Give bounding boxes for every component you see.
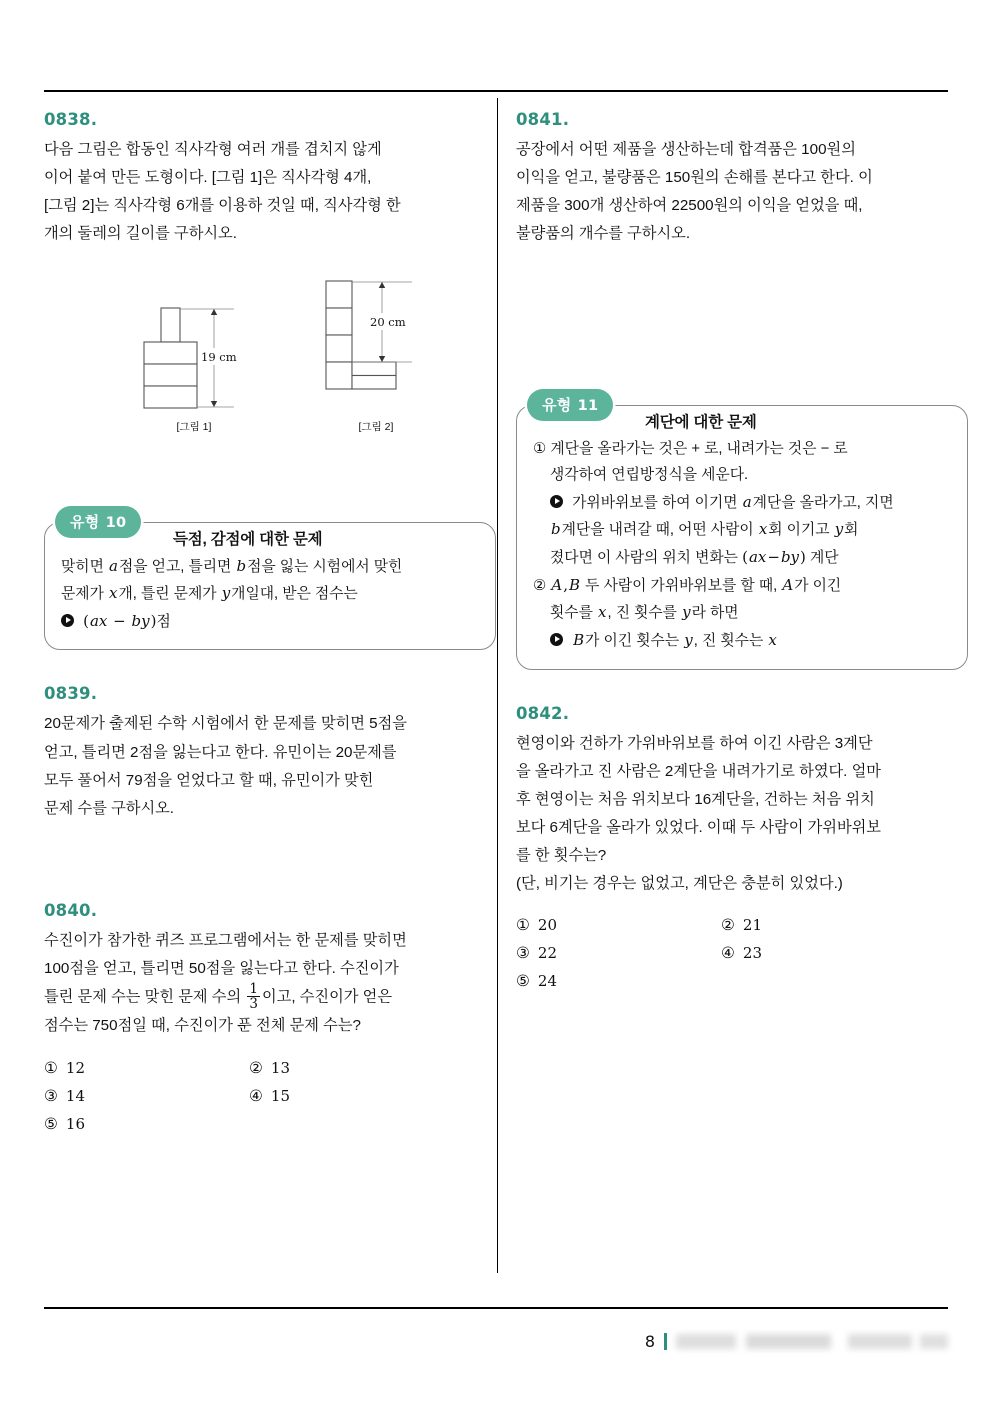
problem-line: 다음 그림은 합동인 직사각형 여러 개를 겹치지 않게 bbox=[44, 141, 382, 158]
choice-text: 13 bbox=[270, 1058, 290, 1077]
problem-line: 제품을 300개 생산하여 22500원의 이익을 얻었을 때, bbox=[516, 197, 863, 215]
figure-1 bbox=[134, 300, 254, 434]
choice-text: 23 bbox=[742, 944, 762, 963]
choice-option[interactable] bbox=[44, 1059, 249, 1077]
problem-number: 0841. bbox=[516, 110, 570, 129]
problem-line-fraction bbox=[44, 983, 496, 1012]
problem-0841 bbox=[516, 110, 968, 249]
problem-line: 후 현영이는 처음 위치보다 16계단을, 건하는 처음 위치 bbox=[516, 790, 875, 808]
tip-bullet-line: 가위바위보를 하여 이기면 a계단을 올라가고, 지면 bbox=[533, 489, 951, 517]
tip-line: 횟수를 x, 진 횟수를 y라 하면 bbox=[550, 603, 739, 622]
choice-marker: ⑤ bbox=[44, 1114, 58, 1133]
choice-marker: ② bbox=[721, 916, 735, 935]
choice-option[interactable] bbox=[249, 1059, 496, 1077]
problem-line: 개의 둘레의 길이를 구하시오. bbox=[44, 225, 237, 243]
tip-title-10: 득점, 감점에 대한 문제 bbox=[173, 530, 323, 548]
figure-1-caption: [그림 1] bbox=[176, 420, 212, 433]
tip-result-line: (ax − by)점 bbox=[61, 608, 479, 636]
problem-text bbox=[44, 136, 496, 249]
tip-line: 생각하여 연립방정식을 세운다. bbox=[550, 467, 749, 484]
problem-line: 수진이가 참가한 퀴즈 프로그램에서는 한 문제를 맞히면 bbox=[44, 931, 407, 949]
fraction-suffix: 이고, 수진이가 얻은 bbox=[261, 988, 393, 1006]
fraction-numerator: 1 bbox=[249, 981, 258, 998]
choice-marker: ③ bbox=[44, 1086, 58, 1105]
problem-line: 점수는 750점일 때, 수진이가 푼 전체 문제 수는? bbox=[44, 1017, 361, 1035]
footer-rule bbox=[44, 1307, 948, 1309]
choice-marker: ③ bbox=[516, 944, 530, 963]
tip-body-11 bbox=[533, 436, 951, 655]
problem-line: 공장에서 어떤 제품을 생산하는데 합격품은 100원의 bbox=[516, 141, 856, 158]
problem-0842 bbox=[516, 704, 968, 991]
left-column bbox=[44, 110, 496, 1137]
right-column bbox=[516, 110, 968, 994]
problem-number: 0840. bbox=[44, 900, 98, 920]
figure-2-diagram bbox=[316, 275, 436, 410]
choice-text: 14 bbox=[65, 1086, 85, 1105]
arrow-bullet-icon bbox=[550, 495, 563, 508]
figure-1-dimension-label: 19 cm bbox=[201, 349, 237, 364]
choice-option[interactable] bbox=[516, 916, 721, 934]
choice-option[interactable] bbox=[44, 1087, 249, 1105]
problem-text bbox=[516, 730, 968, 899]
problem-line: 보다 6계단을 올라가 있었다. 이때 두 사람이 가위바위보 bbox=[516, 818, 881, 836]
tip-line: 문제가 x개, 틀린 문제가 y개일대, 받은 점수는 bbox=[61, 584, 358, 603]
fraction-denominator: 3 bbox=[249, 996, 258, 1013]
problem-line: (단, 비기는 경우는 없었고, 계단은 충분히 있었다.) bbox=[516, 875, 843, 893]
choice-text: 22 bbox=[537, 944, 557, 963]
choice-option[interactable] bbox=[516, 972, 721, 990]
column-divider bbox=[497, 98, 498, 1273]
arrow-bullet-icon bbox=[61, 614, 74, 627]
tip-badge-11 bbox=[527, 389, 613, 421]
tip-title-11: 계단에 대한 문제 bbox=[645, 413, 757, 431]
choice-text: 12 bbox=[65, 1058, 85, 1077]
tip-line: b계단을 내려갈 때, 어떤 사람이 x회 이기고 y회 bbox=[551, 520, 859, 539]
tip-bullet-line: B가 이긴 횟수는 y, 진 횟수는 x bbox=[533, 627, 951, 655]
choice-marker: ④ bbox=[721, 944, 735, 963]
problem-line: 이어 붙여 만든 도형이다. [그림 1]은 직사각형 4개, bbox=[44, 169, 372, 187]
fraction-one-third bbox=[247, 982, 260, 1011]
choice-text: 24 bbox=[537, 972, 557, 991]
choice-text: 20 bbox=[537, 916, 557, 935]
problem-line: 문제 수를 구하시오. bbox=[44, 799, 175, 817]
choices-0842 bbox=[516, 916, 968, 990]
choice-option[interactable] bbox=[249, 1087, 496, 1105]
choice-marker: ① bbox=[44, 1058, 58, 1077]
tip-body-10 bbox=[61, 553, 479, 636]
figure-2 bbox=[316, 275, 436, 434]
header-rule bbox=[44, 90, 948, 92]
problem-number: 0839. bbox=[44, 684, 98, 704]
problem-0838 bbox=[44, 110, 496, 434]
figure-2-dimension-label: 20 cm bbox=[370, 314, 406, 329]
choice-marker: ② bbox=[249, 1058, 263, 1077]
tip-line: 졌다면 이 사람의 위치 변화는 (ax−by) 계단 bbox=[550, 548, 839, 566]
figure-group bbox=[44, 275, 496, 434]
footer-redacted-text bbox=[676, 1334, 948, 1349]
choice-marker: ④ bbox=[249, 1086, 263, 1105]
tip-badge-label: 유형 bbox=[70, 513, 100, 531]
choice-text: 16 bbox=[65, 1114, 85, 1133]
tip-badge-number: 10 bbox=[105, 514, 127, 531]
tip-badge-number: 11 bbox=[577, 397, 599, 414]
footer-accent-bar bbox=[664, 1333, 667, 1350]
figure-1-diagram bbox=[134, 300, 254, 410]
tip-line: 맞히면 a점을 얻고, 틀리면 b점을 잃는 시험에서 맞힌 bbox=[61, 556, 403, 575]
problem-line: 이익을 얻고, 불량품은 150원의 손해를 본다고 한다. 이 bbox=[516, 169, 873, 187]
problem-text bbox=[516, 136, 968, 249]
problem-line: 불량품의 개수를 구하시오. bbox=[516, 225, 691, 243]
choice-option[interactable] bbox=[44, 1115, 249, 1133]
choice-text: 21 bbox=[742, 916, 762, 935]
problem-text bbox=[44, 927, 496, 1041]
problem-line: 얻고, 틀리면 2점을 잃는다고 한다. 유민이는 20문제를 bbox=[44, 743, 397, 761]
fraction-prefix: 틀린 문제 수는 맞힌 문제 수의 bbox=[44, 988, 242, 1006]
problem-line: 모두 풀어서 79점을 얻었다고 할 때, 유민이가 맞힌 bbox=[44, 771, 374, 789]
problem-number: 0838. bbox=[44, 110, 98, 129]
choice-option[interactable] bbox=[516, 944, 721, 962]
page-number: 8 bbox=[644, 1332, 655, 1351]
problem-line: [그림 2]는 직사각형 6개를 이용하 것일 때, 직사각형 한 bbox=[44, 197, 401, 215]
choice-text: 15 bbox=[270, 1086, 290, 1105]
tip-box-11 bbox=[516, 396, 968, 670]
arrow-bullet-icon bbox=[550, 633, 563, 646]
choice-option[interactable] bbox=[721, 916, 968, 934]
problem-number: 0842. bbox=[516, 703, 570, 723]
problem-line: 20문제가 출제된 수학 시험에서 한 문제를 맞히면 5점을 bbox=[44, 715, 407, 733]
tip-line: ② A,B 두 사람이 가위바위보를 할 때, A가 이긴 bbox=[533, 575, 842, 594]
tip-line: ① 계단을 올라가는 것은 + 로, 내려가는 것은 − 로 bbox=[533, 440, 848, 457]
problem-0839 bbox=[44, 684, 496, 823]
problem-line: 100점을 얻고, 틀리면 50점을 잃는다고 한다. 수진이가 bbox=[44, 960, 399, 977]
problem-line: 를 한 횟수는? bbox=[516, 847, 607, 864]
choice-marker: ① bbox=[516, 916, 530, 935]
figure-2-caption: [그림 2] bbox=[358, 420, 394, 433]
choices-0840 bbox=[44, 1059, 496, 1133]
tip-box-10 bbox=[44, 513, 496, 651]
problem-line: 현영이와 건하가 가위바위보를 하여 이긴 사람은 3계단 bbox=[516, 734, 873, 752]
choice-marker: ⑤ bbox=[516, 972, 530, 991]
page-footer bbox=[44, 1332, 948, 1351]
choice-option[interactable] bbox=[721, 944, 968, 962]
problem-line: 을 올라가고 진 사람은 2계단을 내려가기로 하였다. 얼마 bbox=[516, 762, 881, 780]
tip-badge-label: 유형 bbox=[542, 396, 572, 414]
problem-0840 bbox=[44, 901, 496, 1133]
tip-badge-10 bbox=[55, 506, 141, 538]
problem-text bbox=[44, 710, 496, 823]
